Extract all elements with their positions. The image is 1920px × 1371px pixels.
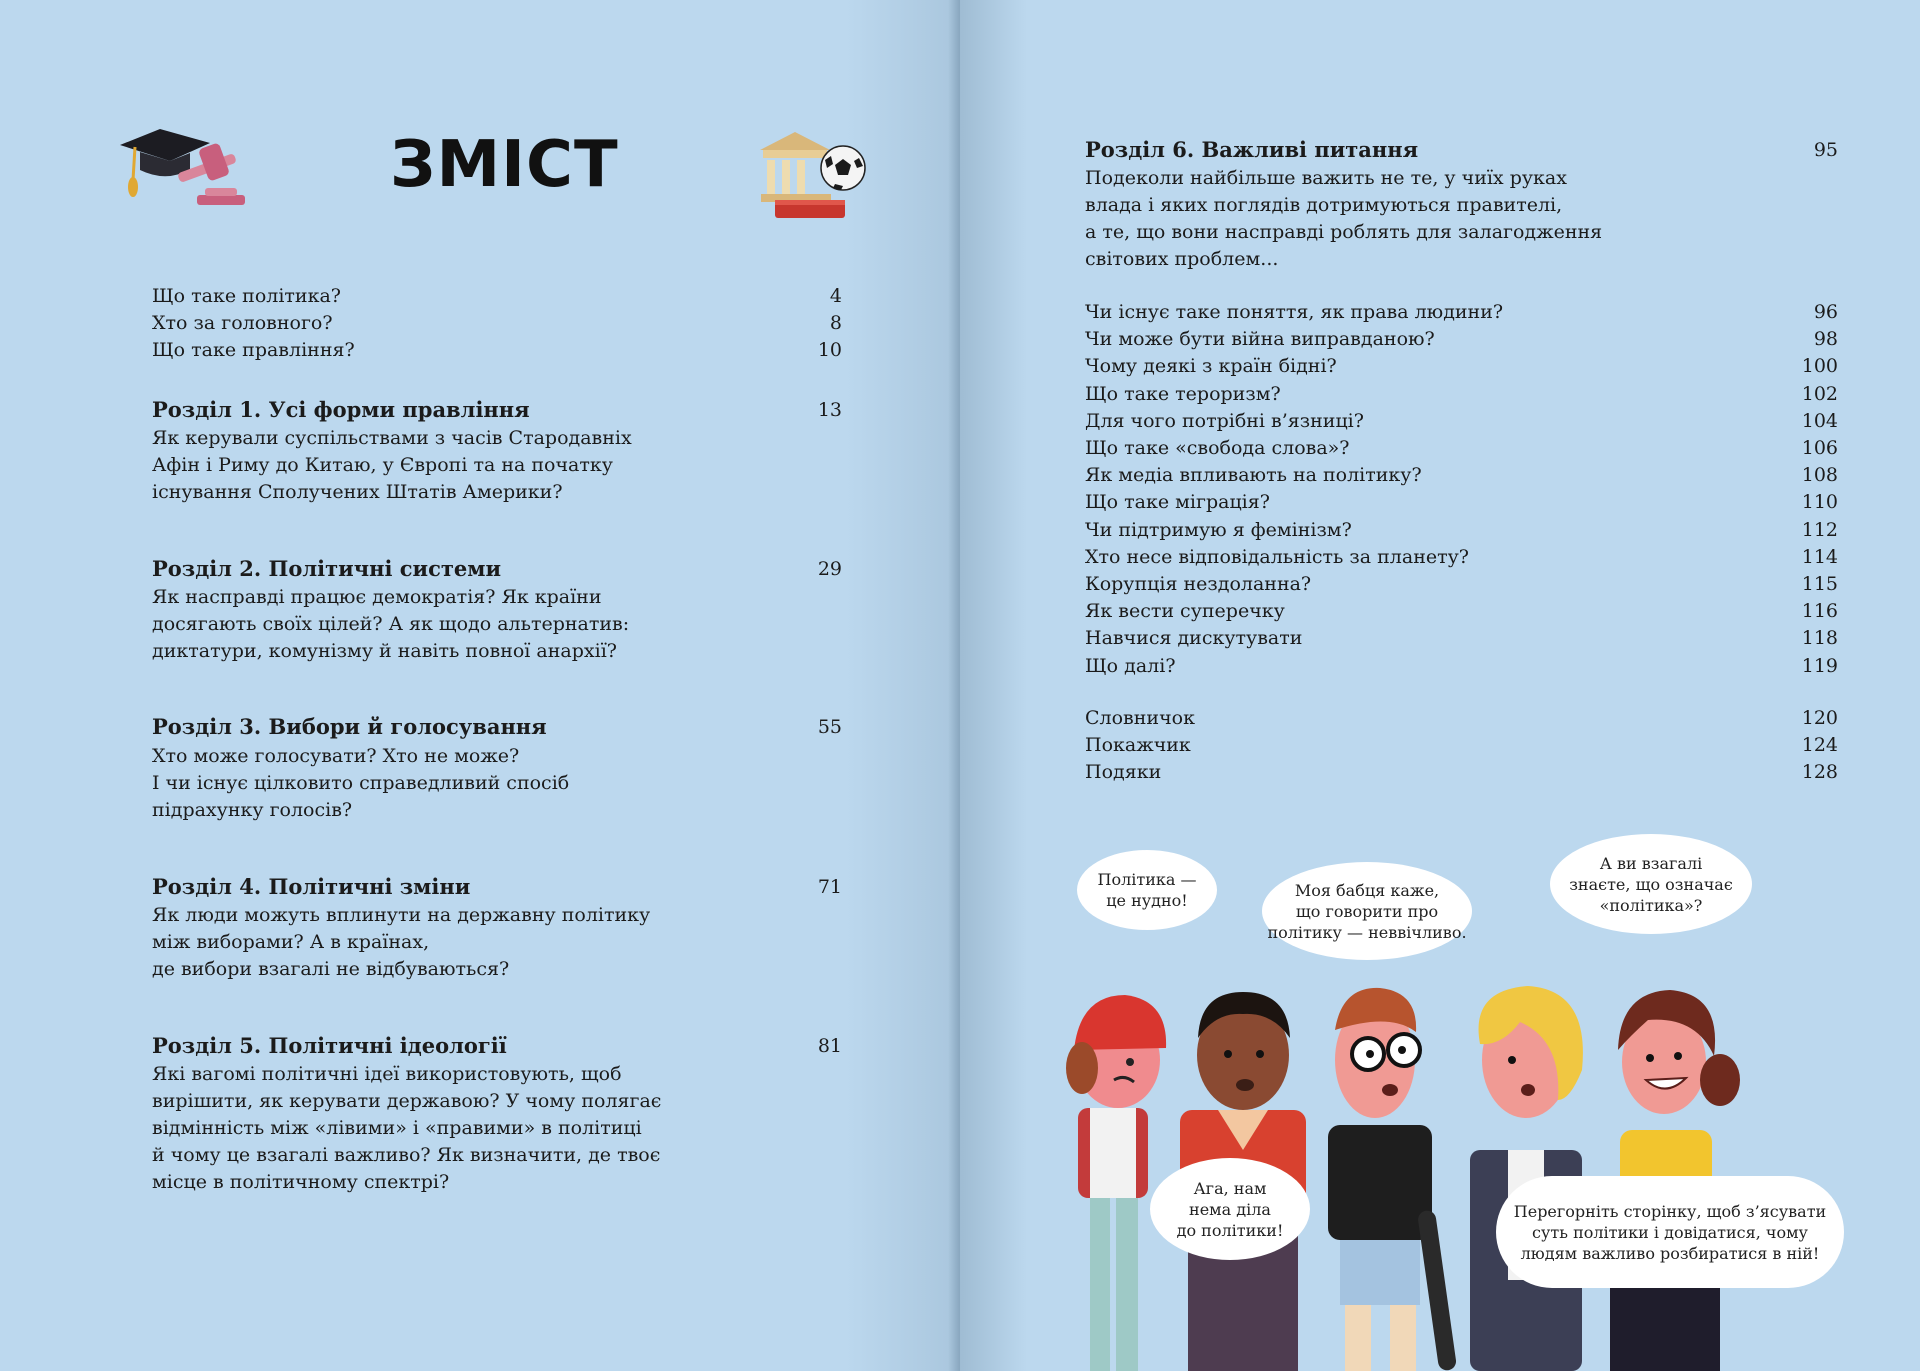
section-title[interactable]: Розділ 5. Політичні ідеології: [152, 1033, 507, 1058]
toc-entry-label[interactable]: Як вести суперечку: [1085, 600, 1285, 623]
toc-entry-label[interactable]: Що далі?: [1085, 654, 1176, 677]
section-title[interactable]: Розділ 4. Політичні зміни: [152, 874, 471, 899]
section-page: 55: [817, 716, 842, 738]
toc-entry-page: 128: [1801, 761, 1838, 784]
toc-entry-label[interactable]: Корупція нездоланна?: [1085, 573, 1312, 595]
speech-bubble: Ага, нам нема діла до політики!: [1150, 1158, 1310, 1260]
toc-entry-page: 116: [1801, 600, 1838, 623]
section-page: 71: [817, 876, 842, 898]
toc-entry-label[interactable]: Подяки: [1085, 761, 1162, 784]
toc-entry-label[interactable]: Що таке міграція?: [1085, 491, 1270, 514]
toc-entry-label[interactable]: Чи існує таке поняття, як права людини?: [1085, 301, 1504, 323]
toc-entry-page: 4: [829, 285, 842, 307]
toc-entry-page: 118: [1801, 627, 1838, 650]
toc-entry-label[interactable]: Як медіа впливають на політику?: [1085, 464, 1422, 487]
section-page: 95: [1813, 139, 1838, 161]
section-title[interactable]: Розділ 3. Вибори й голосування: [152, 714, 547, 739]
toc-entry-page: 120: [1801, 707, 1838, 729]
section-page: 29: [817, 558, 842, 580]
toc-entry-page: 102: [1801, 382, 1838, 405]
graduation-cap-gavel-icon: [115, 125, 255, 215]
toc-entry-label[interactable]: Покажчик: [1085, 734, 1191, 757]
toc-entry-label[interactable]: Словничок: [1085, 707, 1195, 729]
toc-entry-page: 98: [1813, 328, 1838, 351]
section-page: 13: [817, 399, 842, 421]
section-title[interactable]: Розділ 2. Політичні системи: [152, 556, 502, 581]
speech-bubble: Моя бабця каже, що говорити про політику — неввічливо.: [1262, 862, 1472, 960]
section-description: Як люди можуть вплинути на державну політику між виборами? А в країнах, де вибори взагалі не відбуваються?: [152, 904, 651, 980]
toc-entry-label[interactable]: Хто несе відповідальність за планету?: [1085, 545, 1469, 568]
toc-entry-label[interactable]: Хто за головного?: [152, 312, 333, 334]
toc-entry-page: 108: [1801, 464, 1838, 487]
toc-entry-label[interactable]: Що таке тероризм?: [1085, 382, 1281, 405]
toc-entry-page: 96: [1813, 301, 1838, 323]
section-title[interactable]: Розділ 1. Усі форми правління: [152, 397, 530, 422]
section-description: Які вагомі політичні ідеї використовують, щоб вирішити, як керувати державою? У чому полягає відмінність між «лівими» і «правими» в політиці й чому це взагалі важливо? Як визначити, де твоє місце в політичному спектрі?: [152, 1063, 662, 1193]
section-description: Хто може голосувати? Хто не може? І чи існує цілковито справедливий спосіб підрахунку голосів?: [152, 745, 570, 821]
toc-entry-label[interactable]: Для чого потрібні в’язниці?: [1085, 409, 1364, 432]
building-ball-book-icon: [755, 128, 870, 223]
section-page: 81: [817, 1035, 842, 1057]
toc-entry-page: 104: [1801, 409, 1838, 432]
toc-entry-page: 119: [1801, 654, 1838, 677]
toc-entry-label[interactable]: Чи підтримую я фемінізм?: [1085, 518, 1352, 541]
toc-entry-page: 100: [1801, 355, 1838, 378]
toc-entry-page: 10: [817, 339, 842, 361]
section-description: Як керували суспільствами з часів Стародавніх Афін і Риму до Китаю, у Європі та на початку існування Сполучених Штатів Америки?: [152, 427, 632, 503]
speech-bubble: Політика — це нудно!: [1077, 850, 1217, 930]
right-page: [960, 0, 1920, 1371]
page-title: ЗМІСТ: [390, 128, 619, 202]
toc-entry-page: 124: [1801, 734, 1838, 757]
toc-entry-page: 8: [829, 312, 842, 334]
toc-entry-label[interactable]: Що таке політика?: [152, 285, 341, 307]
characters-illustration: [1050, 950, 1770, 1371]
toc-entry-page: 112: [1801, 518, 1838, 541]
toc-entry-label[interactable]: Чому деякі з країн бідні?: [1085, 355, 1337, 378]
section-description: Подеколи найбільше важить не те, у чиїх руках влада і яких поглядів дотримуються правителі, а те, що вони насправді роблять для залагодження світових проблем...: [1085, 167, 1603, 270]
speech-bubble: Перегорніть сторінку, щоб з’ясувати суть політики і довідатися, чому людям важливо розбиратися в ній!: [1496, 1176, 1844, 1288]
toc-entry-label[interactable]: Що таке «свобода слова»?: [1085, 437, 1350, 459]
toc-entry-page: 114: [1801, 545, 1838, 568]
section-description: Як насправді працює демократія? Як країни досягають своїх цілей? А як щодо альтернатив: диктатури, комунізму й навіть повної анархії?: [152, 586, 630, 662]
toc-entry-page: 115: [1801, 573, 1838, 595]
toc-entry-label[interactable]: Що таке правління?: [152, 339, 355, 361]
toc-entry-label[interactable]: Навчися дискутувати: [1085, 627, 1303, 650]
toc-entry-page: 110: [1801, 491, 1838, 514]
toc-entry-page: 106: [1801, 437, 1838, 459]
toc-entry-label[interactable]: Чи може бути війна виправданою?: [1085, 328, 1435, 351]
section-title[interactable]: Розділ 6. Важливі питання: [1085, 137, 1419, 162]
speech-bubble: А ви взагалі знаєте, що означає «політика»?: [1550, 834, 1752, 934]
